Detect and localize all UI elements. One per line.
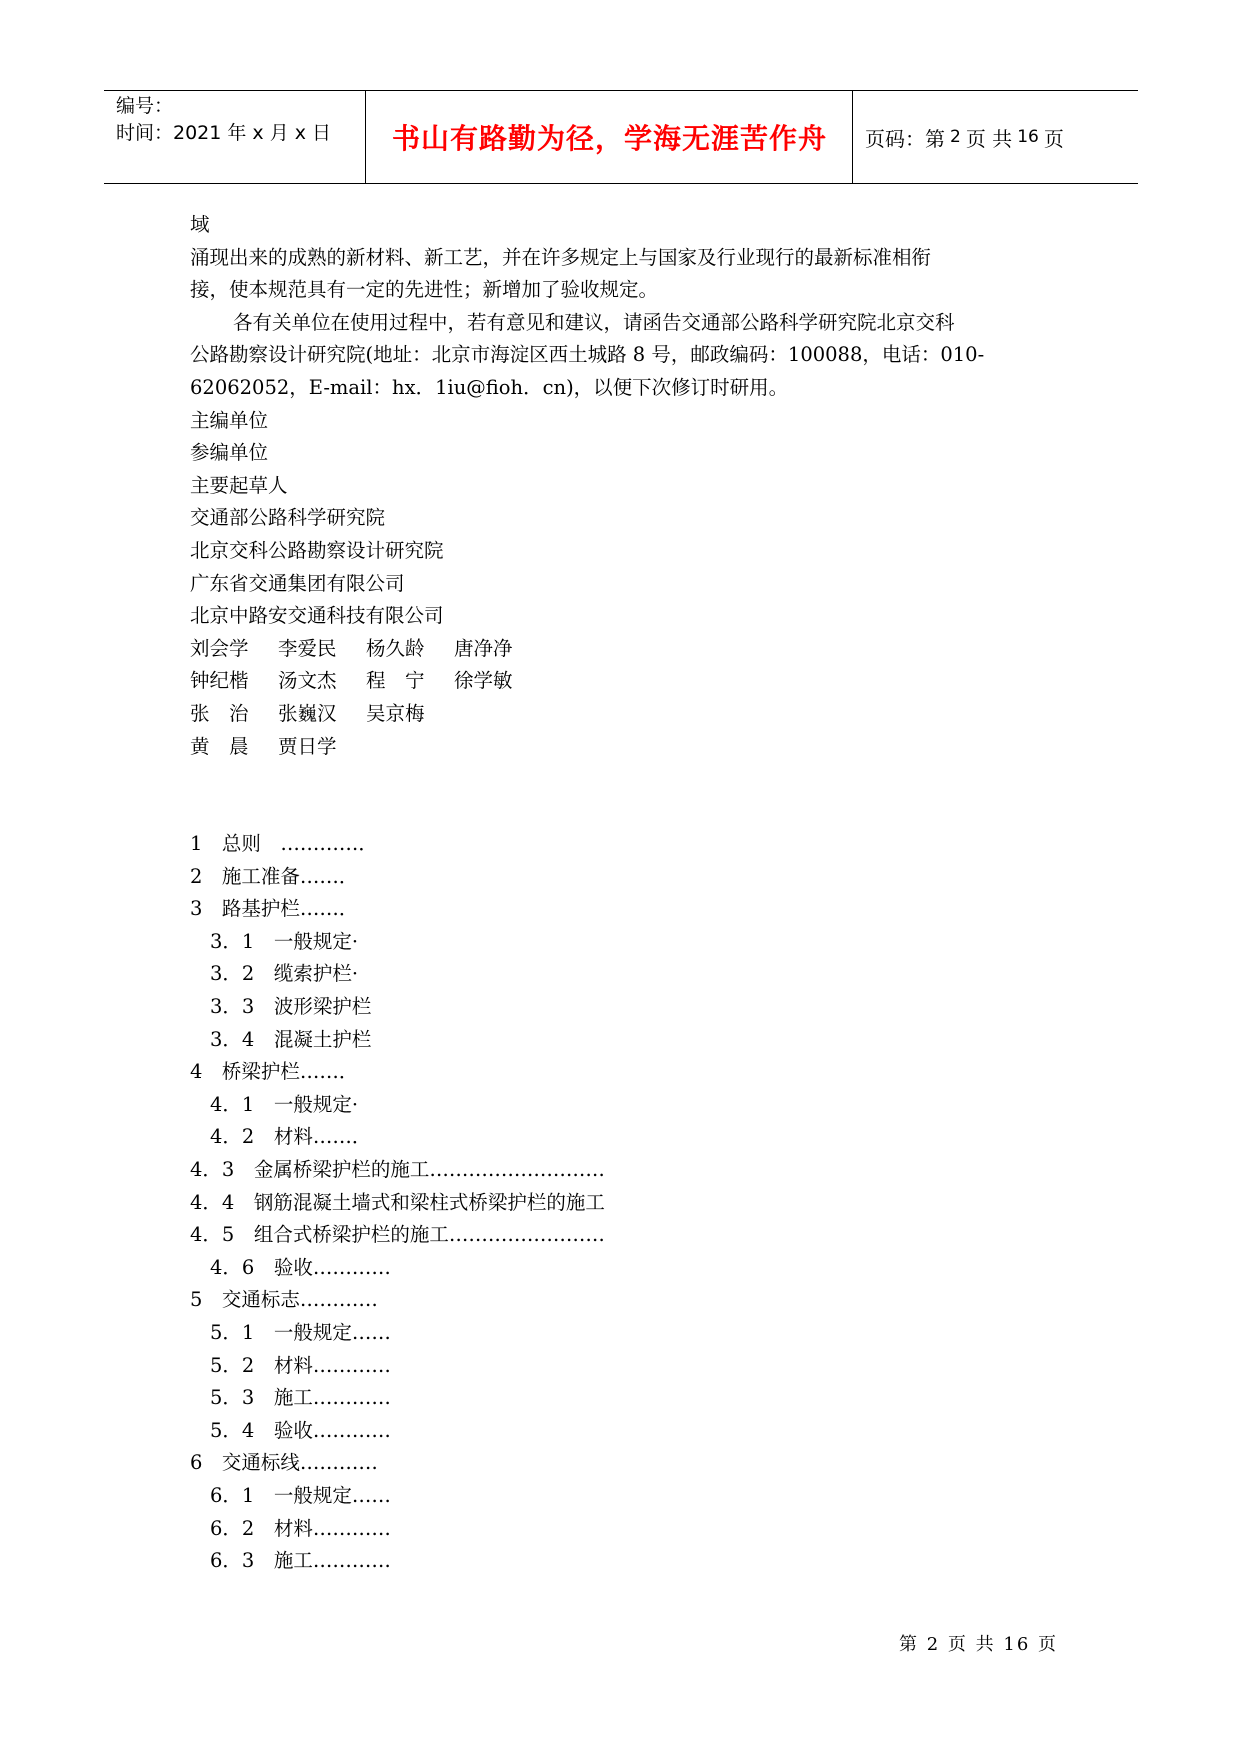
page-footer: 第 2 页 共 16 页	[899, 1634, 1058, 1655]
drafter-name: 钟纪楷	[190, 669, 249, 693]
drafter-names-row	[190, 633, 1060, 666]
drafter-name: 刘会学	[190, 636, 249, 660]
toc-item: 5 交通标志…………	[190, 1288, 378, 1312]
body-line: 涌现出来的成熟的新材料、新工艺，并在许多规定上与国家及行业现行的最新标准相衔	[190, 245, 932, 269]
toc-item: 6．1 一般规定……	[210, 1483, 391, 1507]
body-line: 参编单位	[190, 441, 269, 465]
organization-line: 北京中路安交通科技有限公司	[190, 604, 444, 628]
toc-item: 4．4 钢筋混凝土墙式和梁柱式桥梁护栏的施工	[190, 1190, 605, 1214]
drafter-names-row	[190, 698, 1060, 731]
page-total: 16	[1017, 127, 1039, 147]
header-page-indicator	[853, 91, 1138, 183]
drafter-name: 汤文杰	[278, 669, 337, 693]
toc-item: 3 路基护栏……．	[190, 897, 359, 921]
page-middle: 页 共	[965, 126, 1013, 151]
toc-item: 3．2 缆索护栏·	[210, 962, 359, 986]
drafter-names-row	[190, 665, 1060, 698]
toc-item: 6．3 施工…………	[210, 1549, 391, 1573]
drafter-name: 李爱民	[278, 636, 337, 660]
toc-item: 5．4 验收…………	[210, 1418, 391, 1442]
drafter-name: 贾日学	[278, 734, 337, 758]
drafter-name: 张 治	[190, 701, 249, 725]
page-suffix: 页	[1043, 126, 1064, 151]
body-line: 主编单位	[190, 408, 269, 432]
document-date: 时间：2021 年 x 月 x 日	[116, 122, 332, 144]
toc-item: 3．1 一般规定·	[210, 929, 359, 953]
body-line: 62062052，E-mail：hx．1iu@fioh．cn)，以便下次修订时研用。	[190, 375, 789, 399]
page-header	[104, 90, 1138, 184]
drafter-name: 吴京梅	[366, 701, 425, 725]
drafter-name: 徐学敏	[454, 669, 513, 693]
toc-item: 5．2 材料…………	[210, 1353, 391, 1377]
page-current: 2	[950, 127, 961, 147]
organization-line: 广东省交通集团有限公司	[190, 571, 405, 595]
table-of-contents	[190, 828, 1060, 1578]
toc-item: 4 桥梁护栏……．	[190, 1060, 359, 1084]
body-line: 主要起草人	[190, 473, 288, 497]
toc-item: 4．5 组合式桥梁护栏的施工……………………	[190, 1223, 605, 1247]
header-meta	[104, 91, 366, 183]
body-line: 域	[190, 213, 210, 236]
drafter-name: 唐净净	[454, 636, 513, 660]
toc-item: 4．1 一般规定·	[210, 1092, 359, 1116]
toc-item: 5．3 施工…………	[210, 1386, 391, 1410]
toc-item: 4．6 验收…………	[210, 1255, 391, 1279]
header-motto: 书山有路勤为径，学海无涯苦作舟	[367, 91, 853, 183]
body-line: 接，使本规范具有一定的先进性；新增加了验收规定。	[190, 278, 659, 302]
toc-item: 5．1 一般规定……	[210, 1321, 391, 1344]
toc-item: 3．3 波形梁护栏	[210, 995, 372, 1019]
drafter-name: 杨久龄	[366, 636, 425, 660]
toc-item: 4．2 材料……．	[210, 1125, 372, 1149]
drafter-name: 黄 晨	[190, 734, 249, 758]
organization-line: 交通部公路科学研究院	[190, 506, 386, 530]
organization-line: 北京交科公路勘察设计研究院	[190, 538, 444, 562]
document-body	[190, 209, 1060, 1578]
body-line: 公路勘察设计研究院(地址：北京市海淀区西土城路 8 号，邮政编码：100088，电话：010-	[190, 343, 985, 367]
toc-item: 6 交通标线…………	[190, 1451, 378, 1475]
toc-item: 2 施工准备……．	[190, 864, 359, 888]
drafter-name: 程 宁	[366, 669, 425, 693]
drafter-names-row	[190, 731, 1060, 764]
toc-item: 6．2 材料…………	[210, 1516, 391, 1540]
page-prefix: 页码：第	[865, 126, 945, 151]
toc-item: 4．3 金属桥梁护栏的施工………………………	[190, 1158, 605, 1182]
document-number-label: 编号：	[116, 95, 174, 117]
drafter-name: 张巍汉	[278, 701, 337, 725]
toc-item: 1 总则 …………．	[190, 832, 378, 856]
section-gap	[190, 763, 1060, 828]
toc-item: 3．4 混凝土护栏	[210, 1027, 372, 1051]
body-line: 各有关单位在使用过程中，若有意见和建议，请函告交通部公路科学研究院北京交科	[233, 310, 955, 334]
